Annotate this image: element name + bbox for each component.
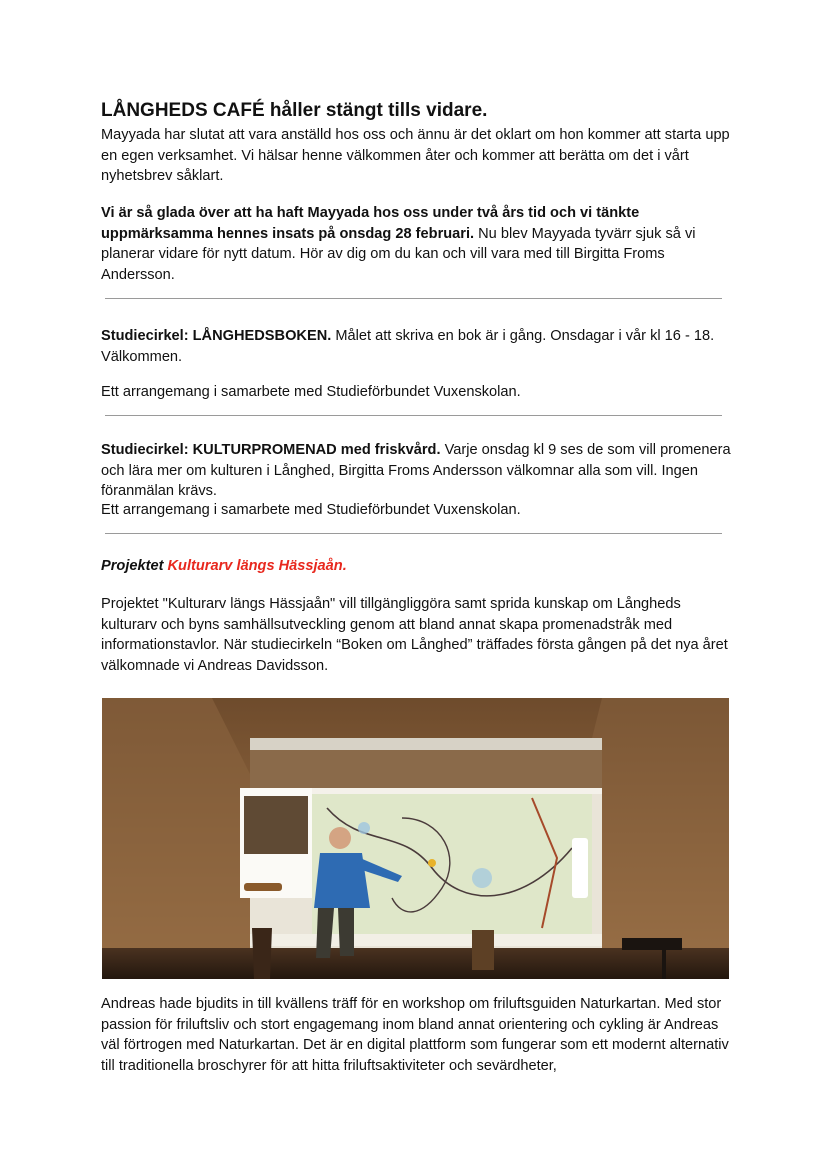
studiecirkel-2-text: Varje onsdag kl 9 ses de som vill promenera och lära mer om kulturen i Långhed, Birgitta Froms Andersson välkomnar alla som vill. Ingen föranmälan krävs. [101,442,731,499]
project-heading [101,556,731,577]
divider [105,298,722,299]
cafe-heading: LÅNGHEDS CAFÉ håller stängt tills vidare. [101,100,488,121]
studiecirkel-1-title: Studiecirkel: LÅNGHEDSBOKEN. [101,328,332,344]
studiecirkel-2-title: Studiecirkel: KULTURPROMENAD med friskvård. [101,442,441,458]
cafe-celebration-paragraph [101,203,731,285]
divider [105,415,722,416]
workshop-photo [102,698,729,979]
studiecirkel-1-note: Ett arrangemang i samarbete med Studieförbundet Vuxenskolan. [101,384,521,400]
studiecirkel-langhedsboken [101,326,731,367]
cafe-paragraph: Mayyada har slutat att vara anställd hos oss och ännu är det oklart om hon kommer att starta upp en egen verksamhet. Vi hälsar henne välkommen åter och kommer att berätta om det i vårt nyhetsbrev såklart. [101,127,730,184]
project-heading-name: Kulturarv längs Hässjaån. [167,558,347,574]
project-after-photo: Andreas hade bjudits in till kvällens träff för en workshop om friluftsguiden Naturkartan. Med stor passion för friluftsliv och stort engagemang inom bland annat orientering och cykling är Andreas väl förtrogen med Naturkartan. Det är en digital plattform som fungerar som ett modernt alternativ till traditionella broschyrer för att hitta friluftsaktiviteter och sevärdheter, [101,996,729,1074]
studiecirkel-kulturpromenad [101,440,731,502]
celebration-bold-text: Vi är så glada över att ha haft Mayyada hos oss under två års tid och vi tänkte uppmärksamma hennes insats på onsdag 28 februari. [101,205,640,242]
project-heading-prefix: Projektet [101,558,168,574]
studiecirkel-1-text: Målet att skriva en bok är i gång. Onsdagar i vår kl 16 - 18. Välkommen. [101,328,715,365]
project-intro: Projektet "Kulturarv längs Hässjaån" vill tillgängliggöra samt sprida kunskap om Långheds kulturarv och byns samhällsutveckling genom att bland annat skapa promenadstråk med informationstavlor. När studiecirkeln “Boken om Långhed” träffades första gången på det nya året välkomnade vi Andreas Davidsson. [101,596,728,674]
celebration-rest-text: Nu blev Mayyada tyvärr sjuk så vi planerar vidare för nytt datum. Hör av dig om du kan och vill vara med till Birgitta Froms Andersson. [101,225,696,283]
photo-illustration [102,698,729,979]
studiecirkel-2-note: Ett arrangemang i samarbete med Studieförbundet Vuxenskolan. [101,502,521,518]
divider [105,533,722,534]
